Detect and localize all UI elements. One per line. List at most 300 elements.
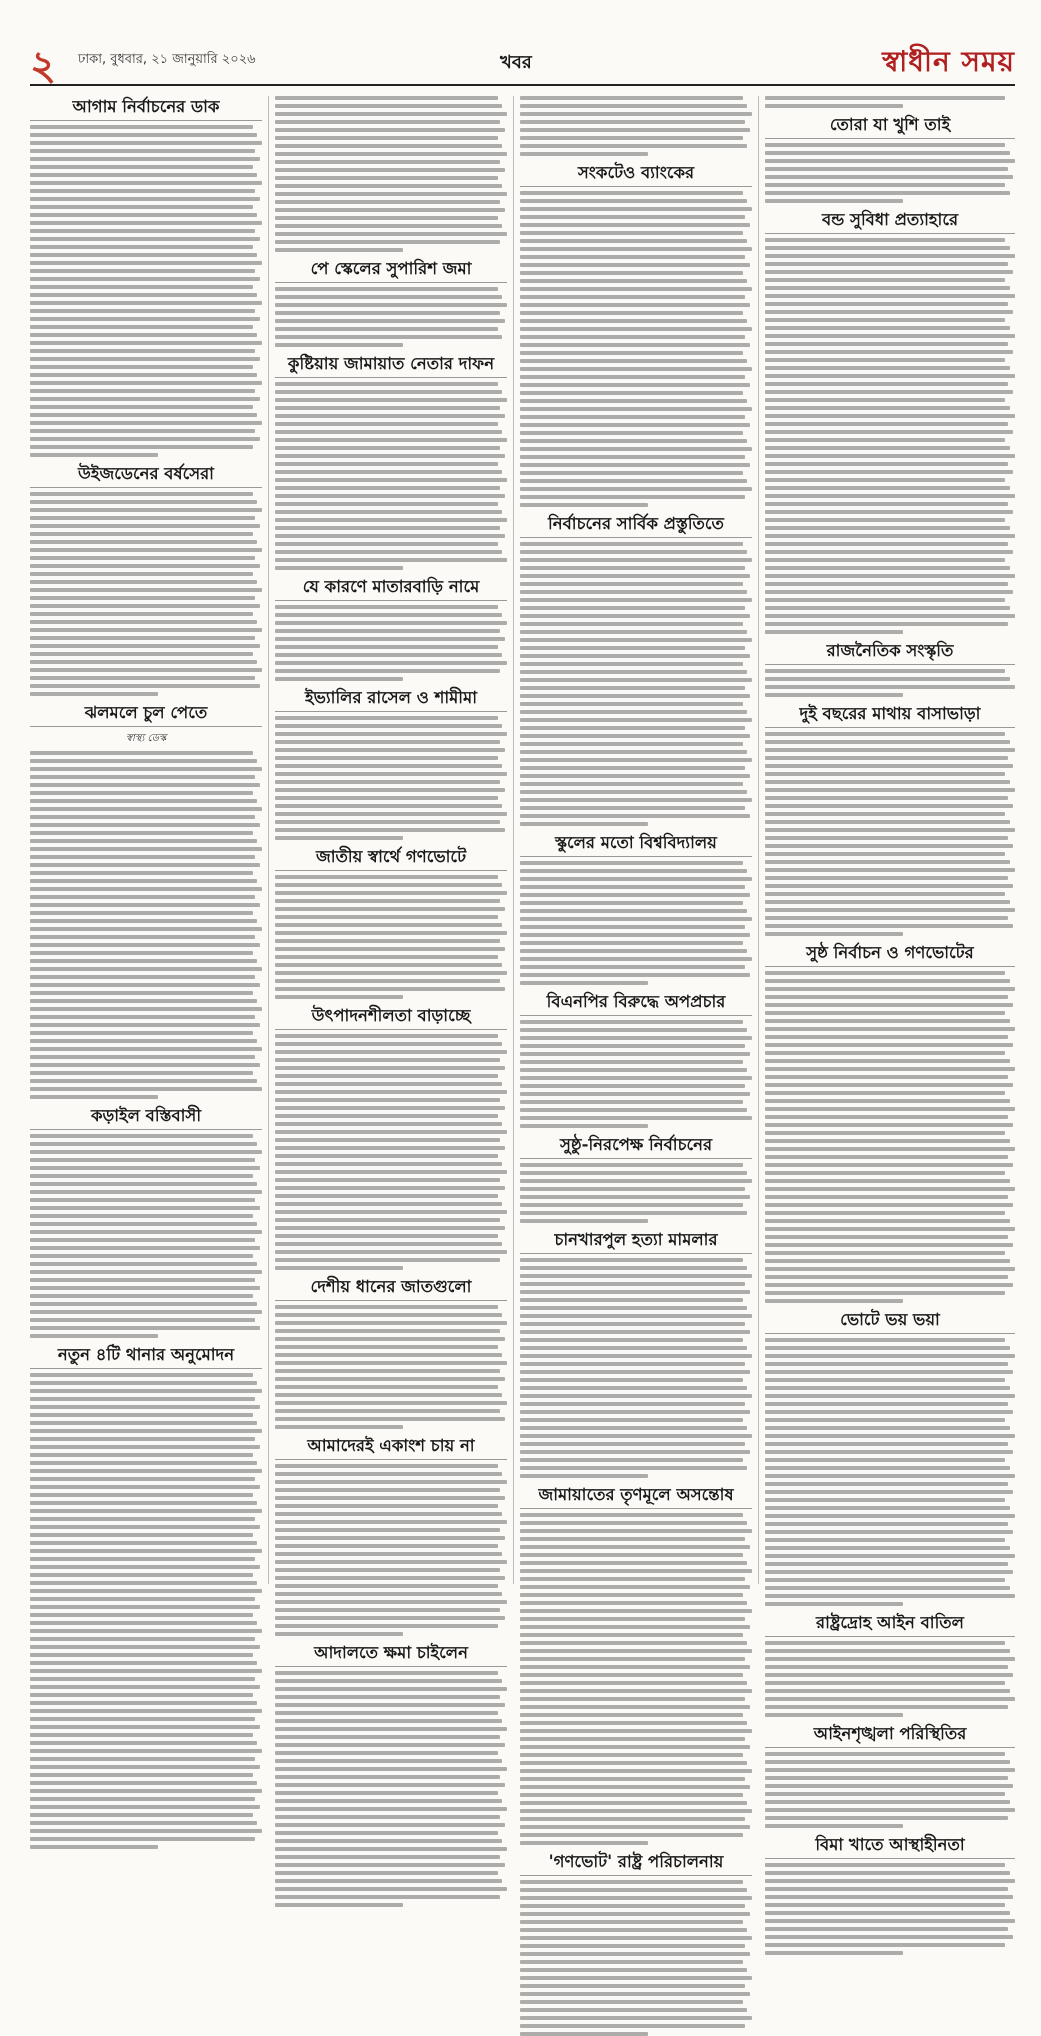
story-headline[interactable]: 'গণভোট' রাষ্ট্র পরিচালনায় [520, 1853, 752, 1876]
text-line [520, 223, 750, 227]
text-line [765, 558, 1005, 562]
story-headline[interactable]: চানখারপুল হত্যা মামলার [520, 1231, 752, 1254]
text-line [30, 253, 257, 257]
story-body-text [765, 1338, 1015, 1606]
text-line [275, 224, 502, 228]
text-line [765, 916, 1008, 920]
text-line [275, 534, 505, 538]
text-line [275, 1258, 500, 1262]
text-line [30, 1079, 257, 1083]
text-line [275, 192, 507, 196]
text-line [275, 454, 505, 458]
story-headline[interactable]: নির্বাচনের সার্বিক প্রস্তুতিতে [520, 515, 752, 538]
news-story [275, 1278, 507, 1429]
text-line [275, 1050, 507, 1054]
text-line [765, 1657, 1015, 1661]
story-headline[interactable]: দেশীয় ধানের জাতগুলো [275, 1278, 507, 1301]
text-line [275, 414, 505, 418]
text-line [520, 1084, 745, 1088]
text-line [30, 839, 257, 843]
story-headline[interactable]: বন্ড সুবিধা প্রত্যাহারে [765, 211, 1015, 234]
text-line [30, 684, 260, 688]
text-line [275, 1409, 500, 1413]
text-line [275, 661, 507, 665]
text-line [765, 510, 1013, 514]
text-line [30, 1469, 262, 1473]
text-line [765, 151, 1010, 155]
text-line [30, 1453, 253, 1457]
text-line [520, 1769, 752, 1773]
text-line [30, 919, 257, 923]
text-line [275, 820, 500, 824]
text-line [765, 438, 1005, 442]
text-line [765, 191, 1010, 195]
text-line [275, 327, 498, 331]
text-line [275, 1098, 500, 1102]
story-headline[interactable]: ভোটে ভয় ভয়া [765, 1311, 1015, 1334]
news-story [275, 96, 507, 252]
text-line [520, 136, 743, 140]
text-line [275, 637, 505, 641]
text-line [765, 159, 1015, 163]
story-headline[interactable]: যে কারণে মাতারবাড়ি নামে [275, 578, 507, 601]
text-line [30, 783, 260, 787]
text-line [520, 646, 745, 650]
text-line [520, 1362, 745, 1366]
text-line [520, 710, 747, 714]
text-line [520, 1577, 745, 1581]
text-line [765, 1067, 1015, 1071]
text-line [30, 935, 255, 939]
text-line [275, 1504, 498, 1508]
text-line [520, 590, 747, 594]
story-headline[interactable]: জাতীয় স্বার্থে গণভোটে [275, 848, 507, 871]
text-line [275, 987, 505, 991]
text-line [520, 949, 747, 953]
text-line [520, 973, 750, 977]
story-headline[interactable]: স্কুলের মতো বিশ্ববিদ্যালয় [520, 834, 752, 857]
news-story [765, 944, 1015, 1303]
text-line [520, 255, 745, 259]
text-line [520, 678, 752, 682]
text-line [520, 1179, 752, 1183]
text-line [30, 1445, 260, 1449]
text-line [30, 644, 260, 648]
text-line [520, 503, 648, 507]
text-line [765, 1482, 1008, 1486]
text-line [520, 774, 750, 778]
text-line [275, 1106, 505, 1110]
text-line [30, 309, 255, 313]
text-line [520, 566, 745, 570]
text-line [30, 815, 255, 819]
text-line [275, 915, 498, 919]
text-line [520, 965, 745, 969]
story-headline[interactable]: সুষ্ঠু-নিরপেক্ষ নির্বাচনের [520, 1136, 752, 1159]
text-line [275, 335, 502, 339]
column-4 [765, 96, 1015, 1854]
text-line [275, 1791, 498, 1795]
text-line [765, 1792, 1005, 1796]
text-line [275, 1154, 498, 1158]
text-line [520, 1737, 745, 1741]
text-line [30, 341, 262, 345]
text-line [520, 399, 747, 403]
text-line [765, 1530, 1013, 1534]
text-line [765, 1911, 1010, 1915]
text-line [520, 1274, 752, 1278]
text-line [765, 398, 1005, 402]
text-line [765, 1895, 1013, 1899]
text-line [30, 1413, 253, 1417]
text-line [520, 104, 747, 108]
text-line [520, 335, 745, 339]
text-line [30, 1310, 262, 1314]
text-line [520, 1513, 743, 1517]
text-line [520, 1665, 750, 1669]
text-line [520, 582, 743, 586]
text-line [520, 1936, 752, 1940]
text-line [275, 406, 500, 410]
text-line [275, 891, 507, 895]
text-line [520, 822, 648, 826]
text-line [765, 422, 1008, 426]
story-headline[interactable]: আগাম নির্বাচনের ডাক [30, 98, 262, 121]
text-line [30, 141, 262, 145]
story-headline[interactable]: ঝলমলে চুল পেতে [30, 704, 262, 727]
text-line [275, 486, 500, 490]
text-line [765, 254, 1015, 258]
text-line [30, 1047, 262, 1051]
text-line [765, 390, 1013, 394]
text-line [765, 796, 1008, 800]
text-line [275, 653, 502, 657]
text-line [30, 1039, 257, 1043]
text-line [765, 1187, 1015, 1191]
text-line [765, 1426, 1010, 1430]
text-line [765, 1147, 1015, 1151]
story-headline[interactable]: সংকটেও ব্যাংকের [520, 164, 752, 187]
text-line [30, 1262, 257, 1266]
text-line [520, 487, 752, 491]
text-line [30, 293, 257, 297]
text-line [275, 1520, 507, 1524]
text-line [275, 232, 507, 236]
text-line [520, 694, 750, 698]
text-line [30, 991, 253, 995]
text-line [520, 423, 750, 427]
text-line [520, 415, 745, 419]
text-line [275, 1703, 505, 1707]
text-line [30, 1015, 255, 1019]
text-line [765, 96, 1005, 100]
text-line [765, 1011, 1005, 1015]
story-body-text [30, 125, 262, 457]
text-line [520, 957, 752, 961]
story-body-text [520, 191, 752, 507]
text-line [275, 96, 498, 100]
text-line [520, 1753, 743, 1757]
story-headline[interactable]: আদালতে ক্ষমা চাইলেন [275, 1644, 507, 1667]
text-line [30, 943, 260, 947]
text-line [30, 887, 262, 891]
text-line [275, 1202, 502, 1206]
text-line [765, 772, 1005, 776]
text-line [765, 812, 1005, 816]
text-line [520, 351, 743, 355]
text-line [30, 445, 253, 449]
text-line [520, 885, 745, 889]
text-line [520, 614, 750, 618]
story-headline[interactable]: আমাদেরই একাংশ চায় না [275, 1437, 507, 1460]
story-headline[interactable]: দুই বছরের মাথায় বাসাভাড়া [765, 705, 1015, 728]
text-line [520, 383, 750, 387]
text-line [30, 807, 262, 811]
story-headline[interactable]: কড়াইল বস্তিবাসী [30, 1107, 262, 1130]
text-line [765, 995, 1008, 999]
text-line [275, 883, 502, 887]
text-line [275, 160, 500, 164]
text-line [520, 782, 743, 786]
text-line [275, 1361, 507, 1365]
text-line [275, 772, 507, 776]
text-line [520, 917, 752, 921]
text-line [520, 1052, 750, 1056]
text-line [520, 1442, 745, 1446]
text-line [275, 1727, 507, 1731]
text-line [520, 1928, 747, 1932]
text-line [30, 580, 257, 584]
text-line [275, 1624, 498, 1628]
text-line [275, 128, 505, 132]
text-line [275, 1592, 502, 1596]
text-line [30, 775, 255, 779]
text-line [275, 1767, 507, 1771]
text-line [275, 1600, 507, 1604]
story-headline[interactable]: উৎপাদনশীলতা বাড়াচ্ছে [275, 1007, 507, 1030]
text-line [765, 1538, 1005, 1542]
story-headline[interactable]: রাষ্ট্রদ্রোহ আইন বাতিল [765, 1614, 1015, 1637]
story-headline[interactable]: তোরা যা খুশি তাই [765, 116, 1015, 139]
text-line [520, 359, 747, 363]
text-line [520, 327, 752, 331]
text-line [30, 596, 255, 600]
text-line [520, 1322, 745, 1326]
text-line [30, 429, 255, 433]
text-line [520, 1171, 747, 1175]
column-divider [513, 96, 514, 1584]
text-line [520, 798, 752, 802]
text-line [520, 718, 752, 722]
text-line [520, 1553, 743, 1557]
text-line [30, 604, 260, 608]
text-line [765, 486, 1010, 490]
text-line [765, 1370, 1013, 1374]
text-line [520, 191, 743, 195]
text-line [30, 301, 262, 305]
text-line [520, 1410, 750, 1414]
text-line [275, 1082, 502, 1086]
text-line [520, 1952, 750, 1956]
text-line [520, 1976, 752, 1980]
story-headline[interactable]: কুষ্টিয়ায় জামায়াত নেতার দাফন [275, 355, 507, 378]
text-line [520, 1330, 750, 1334]
text-line [520, 367, 752, 371]
text-line [30, 349, 255, 353]
news-story [520, 834, 752, 985]
text-line [275, 1130, 507, 1134]
column-2 [275, 96, 507, 1662]
text-line [30, 532, 253, 536]
text-line [765, 630, 903, 634]
text-line [765, 1099, 1010, 1103]
section-label: খবর [500, 52, 532, 73]
text-line [275, 1679, 502, 1683]
text-line [765, 598, 1005, 602]
text-line [765, 1283, 1013, 1287]
text-line [520, 1880, 743, 1884]
story-body-text [765, 732, 1015, 936]
text-line [275, 1544, 498, 1548]
text-line [30, 1031, 253, 1035]
text-line [765, 246, 1010, 250]
text-line [520, 1394, 752, 1398]
text-line [520, 1466, 747, 1470]
text-line [520, 207, 752, 211]
news-story [275, 1437, 507, 1636]
text-line [275, 287, 498, 291]
story-headline[interactable]: আইনশৃঙ্খলা পরিস্থিতির [765, 1725, 1015, 1748]
text-line [275, 1568, 500, 1572]
text-line [765, 1235, 1008, 1239]
text-line [520, 814, 750, 818]
text-line [765, 1299, 903, 1303]
story-headline[interactable]: বিমা খাতে আস্থাহীনতা [765, 1836, 1015, 1859]
story-headline[interactable]: বিএনপির বিরুদ্ধে অপপ্রচার [520, 993, 752, 1016]
text-line [520, 893, 750, 897]
text-line [765, 852, 1005, 856]
text-line [520, 1896, 752, 1900]
text-line [520, 1378, 743, 1382]
text-line [520, 901, 743, 905]
text-line [765, 1091, 1005, 1095]
story-headline[interactable]: নতুন ৪টি থানার অনুমোদন [30, 1346, 262, 1369]
text-line [30, 1095, 158, 1099]
text-line [520, 1529, 752, 1533]
text-line [765, 366, 1010, 370]
text-line [520, 1108, 747, 1112]
text-line [30, 1509, 262, 1513]
story-headline[interactable]: জামায়াতের তৃণমূলে অসন্তোষ [520, 1486, 752, 1509]
text-line [275, 1608, 500, 1612]
text-line [765, 1586, 1010, 1590]
text-line [30, 1182, 257, 1186]
text-line [275, 645, 498, 649]
text-line [765, 1243, 1013, 1247]
text-line [30, 1405, 260, 1409]
story-headline[interactable]: রাজনৈতিক সংস্কৃতি [765, 642, 1015, 665]
text-line [30, 1549, 262, 1553]
text-line [30, 1023, 260, 1027]
text-line [520, 702, 743, 706]
text-line [30, 1007, 262, 1011]
text-line [30, 277, 260, 281]
news-story [765, 211, 1015, 634]
text-line [520, 861, 743, 865]
text-line [765, 1003, 1013, 1007]
story-headline[interactable]: পে স্কেলের সুপারিশ জমা [275, 260, 507, 283]
text-line [30, 1198, 255, 1202]
text-line [765, 167, 1008, 171]
text-line [765, 462, 1008, 466]
text-line [520, 1370, 750, 1374]
text-line [30, 492, 253, 496]
text-line [765, 1768, 1015, 1772]
text-line [520, 933, 750, 937]
text-line [30, 1813, 253, 1817]
text-line [765, 590, 1013, 594]
news-story [765, 1311, 1015, 1606]
text-line [30, 1421, 257, 1425]
text-line [520, 1020, 743, 1024]
text-line [30, 1757, 255, 1761]
text-line [520, 1904, 745, 1908]
text-line [275, 1879, 502, 1883]
text-line [520, 726, 745, 730]
news-story [275, 260, 507, 347]
text-line [30, 1254, 253, 1258]
text-line [275, 1584, 498, 1588]
news-story [765, 1836, 1015, 1955]
text-line [30, 927, 262, 931]
text-line [275, 804, 502, 808]
text-line [765, 542, 1008, 546]
text-line [520, 869, 747, 873]
text-line [275, 1695, 500, 1699]
text-line [30, 1749, 262, 1753]
text-line [520, 1100, 743, 1104]
story-body-text [275, 605, 507, 681]
text-line [30, 1557, 255, 1561]
text-line [275, 1266, 403, 1270]
text-line [275, 1560, 507, 1564]
text-line [275, 1847, 507, 1851]
text-line [275, 788, 505, 792]
text-line [520, 1402, 745, 1406]
text-line [520, 1537, 745, 1541]
text-line [275, 1576, 505, 1580]
text-line [30, 1461, 257, 1465]
text-line [275, 510, 502, 514]
text-line [520, 1282, 745, 1286]
story-headline[interactable]: উইজডেনের বর্ষসেরা [30, 465, 262, 488]
text-line [30, 365, 253, 369]
text-line [30, 1477, 255, 1481]
story-body-text [275, 716, 507, 840]
story-headline[interactable]: ইভ্যালির রাসেল ও শামীমা [275, 689, 507, 712]
text-line [765, 900, 1010, 904]
text-line [520, 1689, 752, 1693]
text-line [520, 686, 745, 690]
story-body-text [765, 669, 1015, 697]
text-line [275, 812, 507, 816]
text-line [765, 1035, 1008, 1039]
text-line [275, 923, 502, 927]
text-line [30, 767, 262, 771]
story-headline[interactable]: সুষ্ঠ নির্বাচন ও গণভোটের [765, 944, 1015, 967]
story-body-text [275, 96, 507, 252]
text-line [275, 955, 498, 959]
